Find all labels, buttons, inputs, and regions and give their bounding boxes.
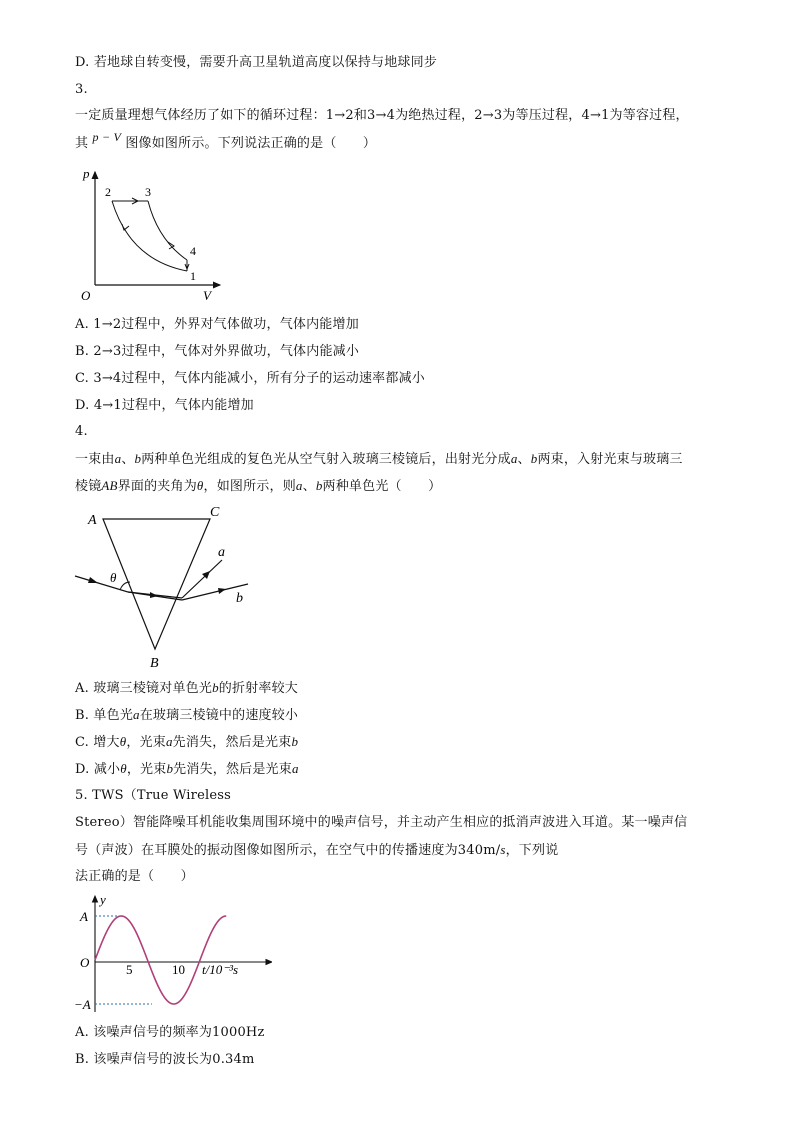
q4-text: 两种单色光（ ） [322,479,442,494]
pv-diagram [70,160,230,305]
q4-var-theta: θ [196,478,204,493]
q4-var-a: a [133,707,140,722]
arrow-1-2 [122,224,129,230]
ray-b-arrow [218,588,226,594]
q4-var-a: a [165,734,173,749]
process-1-2 [112,201,187,271]
q5-line4: 法正确的是（ ） [75,869,194,884]
q4-var-a: a [114,451,122,466]
tick-10-label: 10 [172,962,185,977]
p-axis-label: p [83,166,90,181]
q3-stem-pre: 其 [75,136,89,151]
q4-text: ，如图所示，则 [203,479,296,494]
q2-option-d: D. 若地球自转变慢，需要升高卫星轨道高度以保持与地球同步 [75,55,438,70]
q4-opt-text: B. 单色光 [75,708,134,723]
ray-b-label: b [236,591,243,606]
q4-text: 界面的夹角为 [117,479,197,494]
q3-stem-line1: 一定质量理想气体经历了如下的循环过程：1→2和3→4为绝热过程，2→3为等压过程，4→1为等容过程， [75,108,689,123]
ray-a-label: a [218,545,225,560]
wave-chart [72,892,272,1014]
q3-stem-post: 图像如图所示。下列说法正确的是（ ） [125,136,377,151]
q4-option-a [75,679,298,698]
q4-var-b: b [291,734,299,749]
q4-var-theta: θ [119,734,127,749]
point-1-label: 1 [190,269,196,283]
tick-5-label: 5 [126,962,133,977]
q4-var-b: b [166,761,174,776]
q4-text: 、 [517,452,531,467]
q4-var-b: b [315,478,323,493]
y-axis-label: y [100,892,106,907]
q4-opt-text: 在玻璃三棱镜中的速度较小 [139,708,299,723]
origin-label: O [80,955,90,970]
q3-option-b: B. 2→3过程中，气体对外界做功，气体内能减小 [75,344,360,359]
q4-opt-text: 的折射率较大 [218,681,298,696]
point-2-label: 2 [105,185,111,199]
point-3-label: 3 [145,185,151,199]
vertex-a-label: A [88,513,97,528]
q4-var-ab: AB [101,478,118,493]
q4-var-a: a [291,761,299,776]
neg-amplitude-label: −A [74,997,91,1012]
q4-var-b: b [530,451,538,466]
q3-option-c: C. 3→4过程中，气体内能减小，所有分子的运动速率都减小 [75,371,425,386]
q4-var-theta: θ [120,761,127,776]
theta-label: θ [110,570,117,585]
q5-option-a: A. 该噪声信号的频率为1000Hz [75,1025,265,1040]
q3-pv-math: p − V [92,130,121,144]
q4-text: 、 [121,452,135,467]
amplitude-label: A [80,909,88,924]
q4-option-d [75,760,299,779]
q4-opt-text: C. 增大 [75,735,120,750]
q4-var-b: b [212,680,219,695]
q4-opt-text: D. 减小 [75,762,121,777]
vertex-c-label: C [210,505,220,520]
vertex-b-label: B [150,656,159,671]
q4-opt-text: ，光束 [126,762,167,777]
q4-opt-text: ，光束 [126,735,166,750]
q4-var-b: b [134,451,142,466]
wave-curve [95,916,226,1004]
point-4-label: 4 [190,244,196,258]
q4-text: 、 [302,479,316,494]
q4-text: 棱镜 [75,479,102,494]
q4-number: 4. [75,424,88,439]
q4-opt-text: 先消失，然后是光束 [173,762,292,777]
q3-option-d: D. 4→1过程中，气体内能增加 [75,398,254,413]
q5-text: ，下列说 [505,843,559,858]
q4-stem-line2 [75,477,441,496]
q4-text: 两束，入射光束与玻璃三 [537,452,683,467]
q4-option-c [75,733,298,752]
q4-var-a: a [510,451,518,466]
prism-triangle [103,519,210,649]
q5-line1: 5. TWS（True Wireless [75,788,231,803]
prism-diagram [70,502,270,672]
v-axis-label: V [203,288,211,303]
q5-line2: Stereo）智能降噪耳机能收集周围环境中的噪声信号，并主动产生相应的抵消声波进入耳道。某一噪声信 [75,815,688,830]
q4-text: 一束由 [75,452,115,467]
q5-option-b: B. 该噪声信号的波长为0.34m [75,1052,255,1067]
q4-opt-text: 先消失，然后是光束 [172,735,292,750]
q4-opt-text: A. 玻璃三棱镜对单色光 [75,681,213,696]
process-3-4 [148,201,187,260]
q5-text: 号（声波）在耳膜处的振动图像如图所示，在空气中的传播速度为340m/ [75,843,501,858]
q4-text: 两种单色光组成的复色光从空气射入玻璃三棱镜后，出射光分成 [141,452,511,467]
q5-unit-s: s [500,842,506,857]
q5-line3 [75,841,558,860]
q3-number: 3. [75,82,88,97]
q4-option-b [75,706,298,725]
q4-var-a: a [295,478,303,493]
t-axis-label: t/10⁻³s [202,962,239,977]
q3-stem-line2 [75,130,377,153]
q4-stem-line1 [75,450,683,469]
incident-arrow [88,577,98,583]
q3-option-a: A. 1→2过程中，外界对气体做功，气体内能增加 [75,317,359,332]
origin-label: O [81,288,91,303]
